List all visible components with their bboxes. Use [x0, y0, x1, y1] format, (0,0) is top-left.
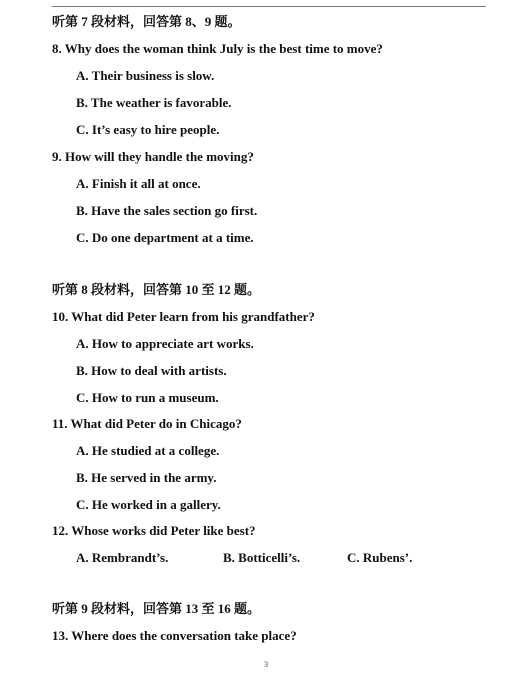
- top-divider: [52, 6, 486, 7]
- section-8-heading: 听第 8 段材料，回答第 10 至 12 题。: [52, 282, 261, 297]
- question-9-option-c: C. Do one department at a time.: [76, 230, 254, 245]
- question-11-stem: 11. What did Peter do in Chicago?: [52, 416, 242, 431]
- question-9-option-a: A. Finish it all at once.: [76, 176, 201, 191]
- page-number: 3: [264, 660, 268, 669]
- section-7-heading: 听第 7 段材料，回答第 8、9 题。: [52, 14, 241, 29]
- question-11-option-c: C. He worked in a gallery.: [76, 497, 221, 512]
- question-8-stem: 8. Why does the woman think July is the best time to move?: [52, 41, 383, 56]
- question-12-stem: 12. Whose works did Peter like best?: [52, 523, 256, 538]
- question-10-option-a: A. How to appreciate art works.: [76, 336, 254, 351]
- question-8-option-c: C. It’s easy to hire people.: [76, 122, 220, 137]
- question-9-stem: 9. How will they handle the moving?: [52, 149, 254, 164]
- question-13-stem: 13. Where does the conversation take place?: [52, 628, 297, 643]
- question-12-option-a: A. Rembrandt’s.: [76, 550, 169, 565]
- question-9-option-b: B. Have the sales section go first.: [76, 203, 258, 218]
- question-10-option-c: C. How to run a museum.: [76, 390, 219, 405]
- question-10-option-b: B. How to deal with artists.: [76, 363, 227, 378]
- question-11-option-a: A. He studied at a college.: [76, 443, 220, 458]
- question-8-option-a: A. Their business is slow.: [76, 68, 215, 83]
- question-8-option-b: B. The weather is favorable.: [76, 95, 232, 110]
- question-10-stem: 10. What did Peter learn from his grandfather?: [52, 309, 315, 324]
- question-12-option-c: C. Rubens’.: [347, 550, 413, 565]
- question-11-option-b: B. He served in the army.: [76, 470, 217, 485]
- section-9-heading: 听第 9 段材料，回答第 13 至 16 题。: [52, 601, 261, 616]
- question-12-option-b: B. Botticelli’s.: [223, 550, 301, 565]
